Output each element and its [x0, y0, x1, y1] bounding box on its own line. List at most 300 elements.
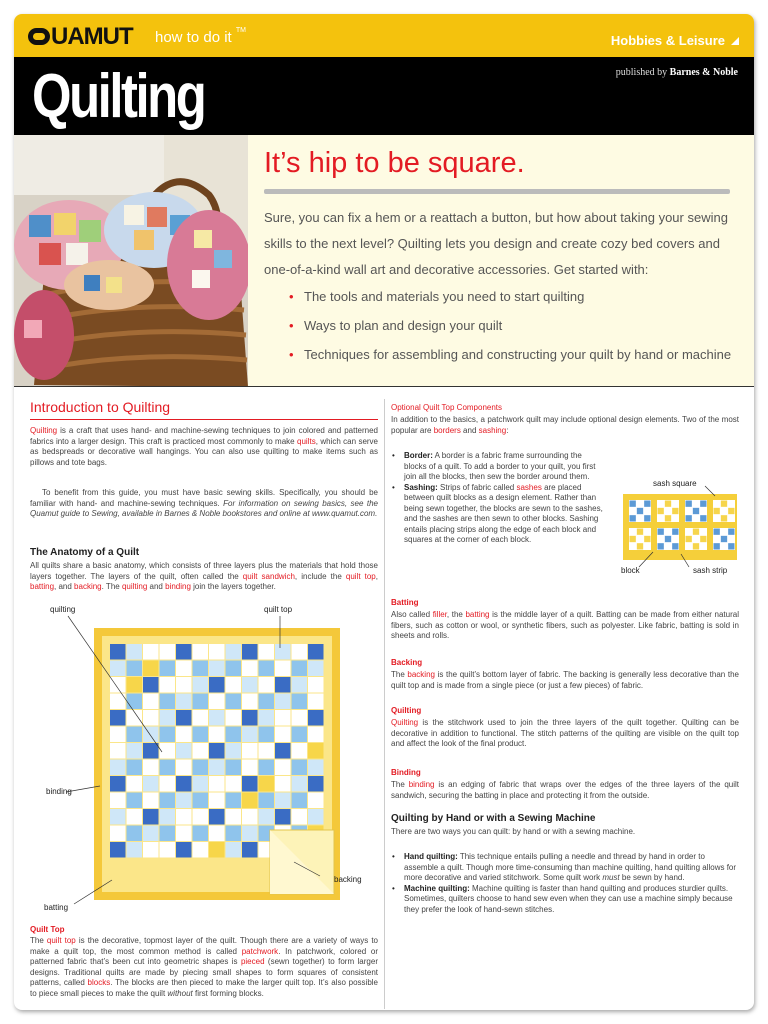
quilt-patch — [259, 710, 275, 726]
term-binding: binding — [165, 582, 191, 591]
quilt-patch — [308, 743, 324, 759]
sash-block-patch — [644, 515, 650, 521]
sash-block-patch — [686, 501, 692, 507]
logo-text: UAMUT — [51, 23, 133, 50]
quilt-patch — [160, 776, 176, 792]
term-sashes: sashes — [516, 482, 542, 492]
sash-block-patch — [728, 529, 734, 535]
hand-quilting-text-a: This technique entails pulling a needle and thread by hand in order to assemble a quilt. Though more time-consuming than machine quilting, hand quilting allows for more decorative and varied stitchwork. Some quilt work — [404, 852, 737, 882]
quilt-patch — [226, 694, 242, 710]
quilt-patch — [110, 842, 126, 858]
quilt-patch — [209, 776, 225, 792]
quilt-patch — [242, 809, 258, 825]
sash-block-patch — [637, 543, 643, 549]
quilt-patch — [127, 793, 143, 809]
intro-p1-text-b: , which can serve as bedspreads or decorative wall hangings. You can also use quilting to make items such as pillows and tote bags. — [30, 436, 379, 467]
label-batting: batting — [44, 903, 69, 912]
term-backing: backing — [74, 582, 102, 591]
quilting-paragraph — [391, 718, 739, 750]
quilt-patch — [193, 710, 209, 726]
hero-intro: Sure, you can fix a hem or a reattach a button, but how about taking your sewing skills to the next level? Quilting lets you design and create cozy bed covers and one-of-a-kind wall art and decorative accessories. Get started with: — [264, 210, 728, 277]
quilt-patch — [275, 727, 291, 743]
quilt-patch — [275, 776, 291, 792]
sash-block-patch — [637, 508, 643, 514]
label-sash-strip: sash strip — [693, 566, 728, 575]
quilt-patch — [242, 793, 258, 809]
quilt-patch — [193, 677, 209, 693]
quilt-patch — [143, 694, 159, 710]
quilt-patch — [160, 793, 176, 809]
quilt-top-text-b: is the decorative, topmost layer of the quilt. Though there are a variety of ways to make a quilt top, the most common method is called — [30, 936, 378, 956]
quilt-patch — [226, 760, 242, 776]
sash-block-patch — [630, 501, 636, 507]
term-quilt-top-2: quilt top — [46, 936, 76, 945]
sash-block-patch — [686, 515, 692, 521]
intro-paragraph-1 — [30, 426, 378, 468]
term-backing-2: backing — [407, 670, 435, 679]
quilt-patch — [176, 727, 192, 743]
quilt-patch — [209, 694, 225, 710]
sash-block-patch — [658, 529, 664, 535]
quilt-patch — [110, 710, 126, 726]
quilt-patch — [143, 677, 159, 693]
quilt-patch — [226, 710, 242, 726]
hero-bullet-plan: • Ways to plan and design your quilt — [289, 318, 731, 347]
binding-paragraph — [391, 780, 739, 801]
quilt-patch — [110, 743, 126, 759]
tagline-text: how to do it — [155, 29, 232, 46]
machine-quilting-text: Machine quilting is faster than hand quilting and produces sturdier quilts. Sometimes, quilters choose to hand sew even when they can use a machine simply because they prefer the look of hand-sewn stitches. — [404, 883, 733, 914]
quilt-patch — [259, 677, 275, 693]
column-divider — [384, 399, 385, 1009]
quilt-patch — [209, 661, 225, 677]
sash-block-patch — [700, 536, 706, 542]
sash-block-patch — [686, 536, 692, 542]
quilt-patch — [176, 809, 192, 825]
term-quilting-3: Quilting — [391, 718, 419, 727]
quilt-patch — [259, 760, 275, 776]
quilt-patch — [209, 809, 225, 825]
sash-block-patch — [665, 501, 671, 507]
quilt-patch — [226, 776, 242, 792]
quilt-top-italic: without — [167, 988, 193, 998]
term-quilting: Quilting — [30, 426, 58, 435]
anatomy-text-a: All quilts share a basic anatomy, which consists of three layers plus the materials that hold those layers together. The layers of the quilt, often called the — [30, 561, 378, 581]
quilt-patch — [127, 727, 143, 743]
quilt-patch — [308, 644, 324, 660]
quilt-patch — [193, 661, 209, 677]
border-label: Border: — [404, 451, 433, 460]
quilt-patch — [275, 710, 291, 726]
hero-bullet-tools: • The tools and materials you need to start quilting — [289, 289, 731, 318]
quilt-patch — [176, 826, 192, 842]
sash-block-patch — [665, 536, 671, 542]
quilt-patch — [242, 760, 258, 776]
quilt-patch — [226, 809, 242, 825]
quilt-patch — [193, 809, 209, 825]
title-band — [14, 57, 754, 135]
quilt-patch — [292, 694, 308, 710]
quilt-patch — [143, 826, 159, 842]
quilt-patch — [275, 793, 291, 809]
sash-block-patch — [644, 501, 650, 507]
backing-text-b: is the quilt’s bottom layer of fabric. The backing is generally less decorative than the quilt top and is made from a single piece (or just a few pieces) of fabric. — [391, 670, 739, 690]
sash-block-patch — [700, 515, 706, 521]
quilt-patch — [308, 809, 324, 825]
quilt-patch — [127, 661, 143, 677]
quilt-patch — [176, 760, 192, 776]
term-filler: filler — [432, 610, 447, 619]
quilt-patch — [143, 710, 159, 726]
quilting-heading: Quilting — [391, 706, 422, 715]
label-block: block — [621, 566, 640, 575]
term-batting: batting — [30, 582, 55, 591]
quilt-patch — [127, 760, 143, 776]
quilt-patch — [226, 727, 242, 743]
publisher-name: Barnes & Noble — [669, 67, 738, 78]
quilt-patch — [226, 826, 242, 842]
hero-headline: It’s hip to be square. — [264, 147, 525, 179]
quilt-patch — [110, 793, 126, 809]
sashing-text-a: Strips of fabric called — [437, 482, 517, 492]
intro-p2-reference: For information on sewing basics, see the Quamut guide to Sewing, available in Barnes & Noble bookstores and online at www.quamut.com. — [30, 498, 378, 518]
intro-paragraph-2 — [30, 488, 378, 520]
intro-heading: Introduction to Quilting — [30, 399, 171, 415]
quilt-patch — [176, 677, 192, 693]
binding-heading: Binding — [391, 768, 421, 777]
hand-quilting-text-b: be sewn by hand. — [619, 873, 685, 882]
quilt-top-paragraph — [30, 936, 378, 999]
quilt-patch — [160, 677, 176, 693]
quilt-patch — [160, 743, 176, 759]
hero-section — [14, 135, 754, 387]
quilt-patch — [226, 661, 242, 677]
hand-machine-intro: There are two ways you can quilt: by hand or with a sewing machine. — [391, 827, 636, 836]
optional-text-c: : — [506, 425, 509, 435]
machine-quilting-label: Machine quilting: — [404, 883, 470, 893]
label-backing: backing — [334, 875, 362, 884]
term-binding-2: binding — [408, 780, 435, 789]
quilt-patch — [160, 760, 176, 776]
quilt-patch — [275, 809, 291, 825]
quilt-patch — [259, 727, 275, 743]
quilt-patch — [292, 661, 308, 677]
hero-bottom-rule — [14, 386, 754, 387]
sash-block-patch — [693, 529, 699, 535]
quilt-anatomy-diagram — [30, 604, 378, 924]
quilt-patch — [110, 661, 126, 677]
backing-heading: Backing — [391, 658, 423, 667]
quilt-patch — [127, 809, 143, 825]
label-sash-square: sash square — [653, 479, 697, 488]
anatomy-heading: The Anatomy of a Quilt — [30, 547, 140, 558]
term-quilting-2: quilting — [121, 582, 148, 591]
batting-text-b: , the — [446, 610, 466, 619]
binding-text-b: is an edging of fabric that wraps over the edges of the three layers of the quilt sandwich, securing the batting in place and protecting it from the outside. — [391, 780, 739, 800]
quilt-patch — [226, 677, 242, 693]
quilt-patch — [292, 760, 308, 776]
quilt-patch — [143, 776, 159, 792]
quilt-patch — [242, 677, 258, 693]
quilt-top-text-c: . In patchwork, colored or patterned fabric that’s been cut into geometric shapes is — [30, 946, 378, 966]
quilt-patch — [259, 743, 275, 759]
quilt-patch — [160, 842, 176, 858]
anatomy-text-e: join the layers together. — [190, 582, 276, 591]
tagline — [155, 29, 246, 46]
quilt-patch — [242, 727, 258, 743]
sash-block-patch — [721, 501, 727, 507]
quilt-patch — [176, 710, 192, 726]
quilting-text: is the stitchwork used to join the three layers of the quilt together. Quilting can be decorative in addition to functional. The stitch patterns of the quilting are visible on the quilt top and affect the look of the final product. — [391, 718, 739, 748]
sashing-label: Sashing: — [404, 482, 438, 492]
quilt-patch — [209, 743, 225, 759]
optional-text-a: In addition to the basics, a patchwork quilt may include optional design elements. Two of the most popular are — [391, 415, 739, 435]
sash-block-patch — [721, 515, 727, 521]
quilt-patch — [127, 677, 143, 693]
quilt-patch — [193, 826, 209, 842]
quilt-patch — [176, 694, 192, 710]
page-title: Quilting — [32, 62, 205, 131]
machine-quilting-item — [391, 884, 739, 916]
quilt-patch — [209, 760, 225, 776]
sash-block-patch — [714, 529, 720, 535]
quilt-patch — [193, 644, 209, 660]
quilt-patch — [259, 661, 275, 677]
quilt-patch — [193, 727, 209, 743]
sash-block-patch — [644, 536, 650, 542]
label-quilting: quilting — [50, 605, 76, 614]
term-pieced: pieced — [240, 957, 265, 966]
quilt-patch — [292, 710, 308, 726]
sash-block-patch — [714, 543, 720, 549]
quilt-top-text-d: (sewn together) to form larger designs. Traditional quilts are made by piecing small shapes to form squares of consistent patterns, called — [30, 957, 378, 987]
quilt-patch — [242, 694, 258, 710]
quilt-patch — [176, 661, 192, 677]
sash-block-patch — [672, 529, 678, 535]
quilt-top-text-f: first forming blocks. — [192, 988, 264, 998]
quilt-patch — [242, 826, 258, 842]
quilt-patch — [160, 694, 176, 710]
quilt-patch — [176, 842, 192, 858]
hand-quilting-italic: must — [602, 873, 620, 882]
quilt-patch — [275, 644, 291, 660]
quilt-patch — [143, 727, 159, 743]
optional-list — [391, 451, 603, 546]
sash-block-patch — [700, 501, 706, 507]
term-borders: borders — [433, 425, 461, 435]
quilt-patch — [308, 694, 324, 710]
quilt-patch — [242, 776, 258, 792]
quilt-patch — [226, 644, 242, 660]
sash-block-patch — [693, 543, 699, 549]
quilt-patch — [259, 793, 275, 809]
sash-block-patch — [721, 536, 727, 542]
triangle-icon — [731, 37, 739, 45]
quilt-patch — [308, 710, 324, 726]
top-bar — [14, 14, 754, 57]
quilt-patch — [193, 776, 209, 792]
hero-bullet-techniques: • Techniques for assembling and constructing your quilt by hand or machine — [289, 347, 731, 376]
quilt-patch — [110, 677, 126, 693]
optional-paragraph — [391, 415, 739, 436]
quilt-patch — [193, 694, 209, 710]
trademark: TM — [235, 27, 246, 34]
hero-divider — [264, 189, 730, 194]
quilt-patch — [308, 727, 324, 743]
quilt-patch — [209, 710, 225, 726]
sash-block-patch — [714, 508, 720, 514]
term-patchwork: patchwork — [241, 946, 279, 956]
quilt-patch — [308, 776, 324, 792]
quilt-patch — [176, 776, 192, 792]
sash-block-patch — [728, 543, 734, 549]
quilt-patch — [292, 743, 308, 759]
quilt-patch — [209, 644, 225, 660]
quilt-patch — [176, 793, 192, 809]
quilt-patch — [259, 776, 275, 792]
quilt-patch — [226, 743, 242, 759]
quilt-patch — [110, 760, 126, 776]
quilt-patch — [127, 743, 143, 759]
quilt-top-heading: Quilt Top — [30, 925, 65, 934]
quilt-patch — [275, 694, 291, 710]
publisher-prefix: published by — [615, 67, 668, 78]
backing-text-a: The — [391, 670, 408, 679]
quilt-patch — [143, 842, 159, 858]
quilt-patch — [110, 644, 126, 660]
border-item — [391, 451, 603, 483]
sash-block-patch — [637, 529, 643, 535]
category-link[interactable] — [611, 33, 739, 48]
anatomy-sep-2: , and — [54, 582, 75, 591]
quilt-patch — [110, 826, 126, 842]
quilt-patch — [143, 644, 159, 660]
border-text: A border is a fabric frame surrounding the blocks of a quilt. To add a border to your quilt, you first join all the blocks, then sew the border around them. — [404, 451, 596, 481]
hand-quilting-label: Hand quilting: — [404, 852, 458, 861]
quilt-patch — [193, 743, 209, 759]
batting-text-c: is the middle layer of a quilt. Batting can be made from either natural fibers, such as cotton or wool, or synthetic fibers, such as polyester. Like fabric, batting is sold in sheets and rolls. — [391, 610, 739, 640]
quilt-patch — [209, 826, 225, 842]
label-binding: binding — [46, 787, 72, 796]
quamut-logo[interactable] — [28, 23, 133, 51]
sash-block-patch — [658, 508, 664, 514]
quilt-patch — [176, 644, 192, 660]
quilt-patch — [308, 677, 324, 693]
quilt-patch — [292, 727, 308, 743]
quilt-patch — [160, 826, 176, 842]
quilt-patch — [127, 694, 143, 710]
hand-quilting-item — [391, 852, 739, 884]
anatomy-sep-1: , — [375, 571, 378, 581]
quilt-patch — [292, 809, 308, 825]
sash-block-patch — [728, 508, 734, 514]
quilt-patch — [209, 727, 225, 743]
quilt-patch — [209, 793, 225, 809]
hero-bullet-list — [289, 289, 731, 376]
quilt-patch — [143, 743, 159, 759]
term-sashing: sashing — [478, 425, 507, 435]
quilt-patch — [110, 727, 126, 743]
quilt-patch — [193, 760, 209, 776]
quilt-patch — [176, 743, 192, 759]
quilt-patch — [275, 661, 291, 677]
quilt-patch — [308, 793, 324, 809]
quilt-patch — [226, 842, 242, 858]
sash-block-patch — [630, 515, 636, 521]
binding-text-a: The — [391, 780, 409, 789]
term-batting-2: batting — [465, 610, 490, 619]
quilt-patch — [292, 644, 308, 660]
quilt-patch — [242, 710, 258, 726]
backing-paragraph — [391, 670, 739, 691]
batting-heading: Batting — [391, 598, 419, 607]
publisher-credit — [616, 67, 738, 78]
quilting-methods-list — [391, 852, 739, 915]
sashing-item — [391, 483, 603, 546]
category-label: Hobbies & Leisure — [610, 33, 725, 48]
batting-paragraph — [391, 610, 739, 642]
anatomy-text-c: . The — [101, 582, 122, 591]
optional-heading: Optional Quilt Top Components — [391, 403, 503, 412]
sash-block-patch — [665, 515, 671, 521]
hand-machine-heading: Quilting by Hand or with a Sewing Machine — [391, 813, 596, 824]
quilt-patch — [242, 644, 258, 660]
quilt-patch — [110, 776, 126, 792]
quilt-patch — [160, 710, 176, 726]
quilt-patch — [143, 661, 159, 677]
quilt-patch — [275, 743, 291, 759]
anatomy-text-d: and — [147, 582, 166, 591]
batting-text-a: Also called — [391, 610, 433, 619]
quilt-patch — [127, 644, 143, 660]
anatomy-text-b: , include the — [294, 571, 346, 581]
term-blocks: blocks — [87, 978, 111, 987]
term-quilt-top: quilt top — [345, 571, 376, 581]
quilt-top-text-e: . The blocks are then pieced to make the larger quilt top. It’s also possible to piece small pieces to make the quilt — [30, 978, 378, 998]
quilt-patch — [160, 661, 176, 677]
quilt-patch — [143, 793, 159, 809]
label-quilt-top: quilt top — [264, 605, 293, 614]
quilt-patch — [209, 842, 225, 858]
logo-q-icon — [28, 28, 50, 45]
quilt-patch — [127, 826, 143, 842]
quilt-patch — [193, 842, 209, 858]
sash-block-patch — [693, 508, 699, 514]
intro-heading-rule — [30, 419, 378, 420]
quilt-basket-photo — [14, 135, 248, 387]
quilt-patch — [259, 694, 275, 710]
quilt-patch — [226, 793, 242, 809]
anatomy-paragraph — [30, 561, 378, 593]
intro-p2-text: To benefit from this guide, you must have basic sewing skills. Specifically, you should be familiar with hand- and machine-sewing techniques. — [30, 488, 378, 508]
quilt-patch — [143, 809, 159, 825]
quilt-patch — [308, 661, 324, 677]
sashing-diagram — [609, 472, 741, 576]
term-quilt-sandwich: quilt sandwich — [242, 571, 295, 581]
sash-block-patch — [672, 543, 678, 549]
quilt-patch — [292, 776, 308, 792]
quilt-patch — [259, 809, 275, 825]
quilt-patch — [275, 760, 291, 776]
quilt-patch — [110, 809, 126, 825]
quilt-patch — [143, 760, 159, 776]
term-quilts: quilts — [297, 436, 316, 446]
quilt-patch — [242, 842, 258, 858]
quilt-patch — [242, 743, 258, 759]
quilt-patch — [127, 842, 143, 858]
quilt-patch — [160, 727, 176, 743]
quilt-patch — [160, 809, 176, 825]
